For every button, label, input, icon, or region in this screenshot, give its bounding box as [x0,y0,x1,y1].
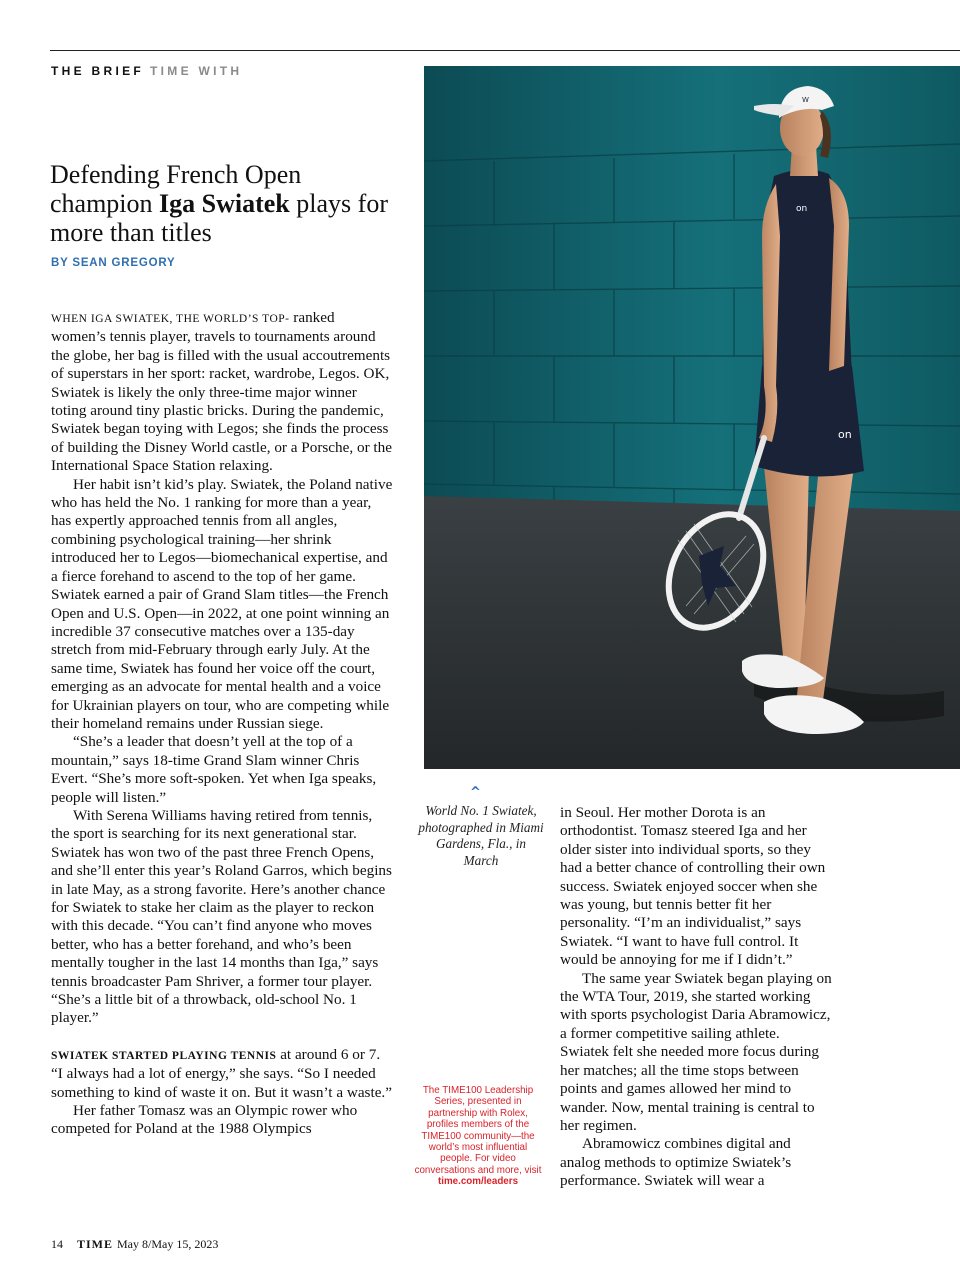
promo-box [412,1085,544,1188]
paragraph-4: With Serena Williams having retired from tennis, the sport is searching for its next generational star. Swiatek has won two of the past three French Opens, and she’ll enter this year’s Roland Garros, which begins in late May, as a strong favorite. Here’s another chance for Swiatek to stake her claim as the player to reckon with this decade. “You can’t find anyone who moves better, who has a better forehand, and who’s been mentally tougher in the last 14 months than Iga,” says tennis broadcaster Pam Shriver, a former tour player. “She’s a little bit of a throwback, old-school No. 1 player.” [51,806,392,1027]
issue-date: May 8/May 15, 2023 [117,1237,219,1251]
article-column-2 [560,804,832,1191]
headline-text-2: plays for more than titles [50,189,388,247]
byline: BY SEAN GREGORY [51,257,176,269]
paragraph-5 [51,1046,393,1102]
magazine-name: TIME [77,1237,114,1251]
paragraph-1 [51,309,393,476]
paragraph-2: Her habit isn’t kid’s play. Swiatek, the Poland native who has held the No. 1 ranking for more than a year, has expertly approached tennis from all angles, combining psychological training—her shrink introduced her to Legos—biomechanical expertise, and a fierce forehand to ascend to the top of her game. Swiatek earned a pair of Grand Slam titles—the French Open and U.S. Open—in 2022, at one point winning an incredible 37 consecutive matches over a 135-day stretch from mid-February through early July. At the same time, Swiatek has found her voice off the court, emerging as an advocate for mental health and a voice for Ukrainian players on tour, who are competing while their homeland remains under Russian siege. [51,475,393,732]
article-column-1 [51,309,393,1139]
lead-in: WHEN IGA SWIATEK, THE WORLD’S TOP- [51,313,290,325]
page-number: 14 [51,1237,63,1251]
headline-name: Iga Swiatek [159,189,290,218]
photo-caption: World No. 1 Swiatek, photographed in Miami Gardens, Fla., in March [418,803,544,868]
paragraph-5-text: at around 6 or 7. “I always had a lot of energy,” she says. “So I needed something to kind of waste it on. But it wasn’t a waste.” [51,1045,392,1101]
paragraph-6: Her father Tomasz was an Olympic rower who competed for Poland at the 1988 Olympics [51,1102,358,1138]
paragraph-6-continued: in Seoul. Her mother Dorota is an orthodontist. Tomasz steered Iga and her older sister into individual sports, so they had a better chance of controlling their own success. Swiatek enjoyed soccer when she was young, but tennis better fit her personality. “I’m an individualist,” says Swiatek. “I want to have full control. It would be annoying for me if I didn’t.” [560,804,826,969]
subsection-name: TIME WITH [150,64,243,78]
cap-logo: W [802,96,809,104]
run-in-heading: SWIATEK STARTED PLAYING TENNIS [51,1049,277,1062]
section-break [51,1028,393,1046]
promo-link[interactable]: time.com/leaders [437,1176,519,1188]
paragraph-7: The same year Swiatek began playing on the WTA Tour, 2019, she started working with sports psychologist Daria Abramowicz, a former competitive sailing athlete. Swiatek felt she needed more focus during her matches; all the time stops between points and games allowed her mind to wander. Now, mental training is central to her regimen. [560,969,832,1134]
article-headline [50,160,390,247]
portrait-photo [424,66,960,769]
headline-text-1: Defending French Open champion [50,160,302,218]
promo-text: The TIME100 Leadership Series, presented in partnership with Rolex, profiles members of the TIME100 community—the world’s most influential people. For video conversations and more, visit [414,1085,542,1176]
top-logo: on [796,204,808,214]
skirt-logo: on [838,428,852,441]
paragraph-8: Abramowicz combines digital and analog methods to optimize Swiatek’s performance. Swiatek will wear a [560,1135,792,1190]
section-name: THE BRIEF [51,64,145,78]
paragraph-3: “She’s a leader that doesn’t yell at the top of a mountain,” says 18-time Grand Slam winner Chris Evert. “She’s more soft-spoken. Yet when Iga speaks, people will listen.” [51,733,377,806]
paragraph-1-text: ranked women’s tennis player, travels to tournaments around the globe, her bag is filled with the usual accoutrements of superstars in her sport: racket, wardrobe, Legos. OK, Swiatek is likely the only three-time major winner toting around tiny plastic bricks. During the pandemic, Swiatek began toying with Legos; she finds the process of building the Disney World castle, or a Porsche, or the International Space Station relaxing. [51,309,392,475]
page-footer [51,1237,218,1252]
caret-up-icon: ^ [470,785,481,800]
section-label [51,64,242,78]
top-rule [50,50,960,51]
